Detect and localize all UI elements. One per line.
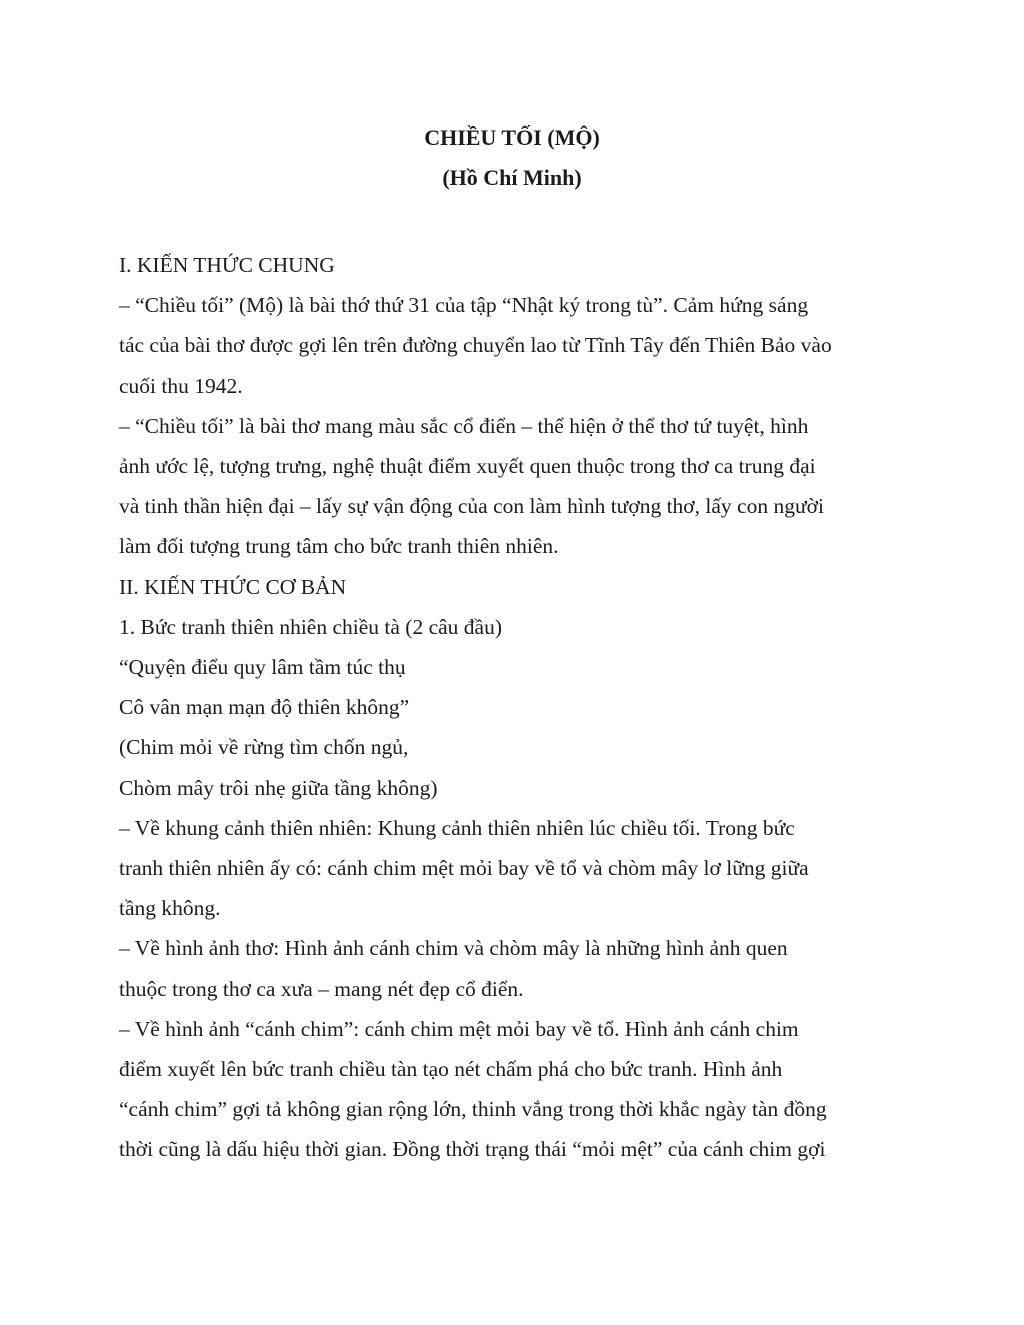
poem-translation-line: Chòm mây trôi nhẹ giữa tầng không) [119, 775, 438, 800]
text-line: thời cũng là dấu hiệu thời gian. Đồng thời trạng thái “mỏi mệt” của cánh chim gợi [119, 1137, 826, 1162]
text-line: – Về hình ảnh “cánh chim”: cánh chim mệt mỏi bay về tổ. Hình ảnh cánh chim [119, 1016, 799, 1041]
poem-line: Cô vân mạn mạn độ thiên không” [119, 695, 410, 720]
text-line: ảnh ước lệ, tượng trưng, nghệ thuật điểm xuyết quen thuộc trong thơ ca trung đại [119, 454, 816, 479]
section-heading: I. KIẾN THỨC CHUNG [119, 253, 335, 277]
text-line: – “Chiều tối” là bài thơ mang màu sắc cổ điển – thể hiện ở thể thơ tứ tuyệt, hình [119, 413, 809, 438]
text-line: cuối thu 1942. [119, 373, 243, 398]
text-line: làm đối tượng trung tâm cho bức tranh thiên nhiên. [119, 534, 559, 559]
text-line: tầng không. [119, 896, 221, 921]
text-line: – “Chiều tối” (Mộ) là bài thớ thứ 31 của tập “Nhật ký trong tù”. Cảm hứng sáng [119, 293, 809, 318]
text-line: và tinh thần hiện đại – lấy sự vận động của con làm hình tượng thơ, lấy con người [119, 494, 824, 519]
text-line: “cánh chim” gợi tả không gian rộng lớn, thinh vắng trong thời khắc ngày tàn đồng [119, 1097, 827, 1122]
text-line: – Về khung cảnh thiên nhiên: Khung cảnh thiên nhiên lúc chiều tối. Trong bức [119, 815, 795, 840]
section-heading: II. KIẾN THỨC CƠ BẢN [119, 574, 347, 599]
document-body [119, 245, 919, 1170]
text-line: điểm xuyết lên bức tranh chiều tàn tạo nét chấm phá cho bức tranh. Hình ảnh [119, 1057, 783, 1082]
text-line: – Về hình ảnh thơ: Hình ảnh cánh chim và chòm mây là những hình ảnh quen [119, 936, 788, 961]
document-author: (Hồ Chí Minh) [442, 165, 582, 190]
document-title: CHIỀU TỐI (MỘ) [424, 125, 600, 150]
poem-line: “Quyện điểu quy lâm tầm túc thụ [119, 655, 406, 680]
text-line: thuộc trong thơ ca xưa – mang nét đẹp cổ điển. [119, 976, 524, 1001]
poem-translation-line: (Chim mỏi về rừng tìm chốn ngủ, [119, 735, 409, 760]
subsection-heading: 1. Bức tranh thiên nhiên chiều tà (2 câu đầu) [119, 614, 502, 639]
text-line: tranh thiên nhiên ấy có: cánh chim mệt mỏi bay về tổ và chòm mây lơ lững giữa [119, 856, 809, 881]
title-block [0, 118, 1024, 198]
text-line: tác của bài thơ được gợi lên trên đường chuyển lao từ Tĩnh Tây đến Thiên Bảo vào [119, 333, 832, 358]
